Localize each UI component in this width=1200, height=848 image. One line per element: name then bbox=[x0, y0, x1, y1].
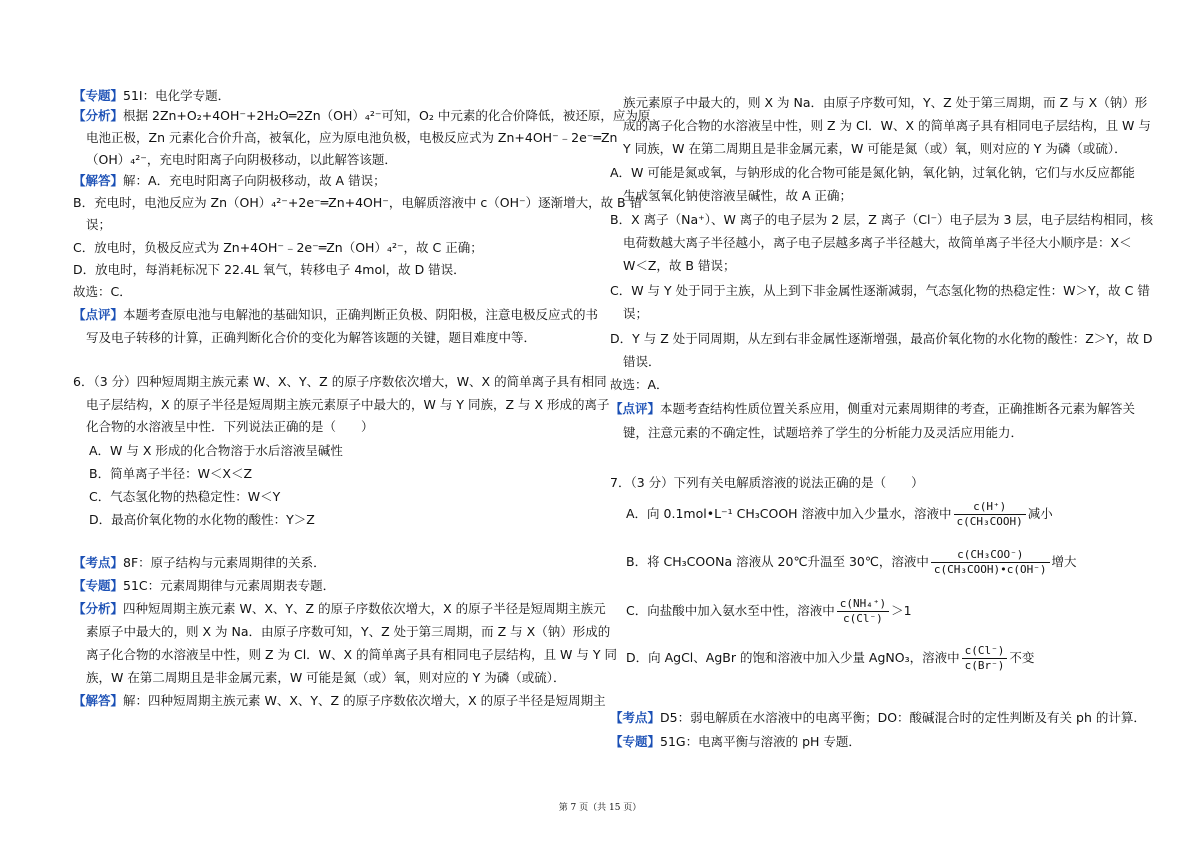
text: 8F：原子结构与元素周期律的关系． bbox=[123, 555, 326, 570]
q5-zhuanti bbox=[73, 88, 230, 104]
text: D5：弱电解质在水溶液中的电离平衡；DO：酸碱混合时的定性判断及有关 ph 的计算． bbox=[660, 710, 1146, 725]
q5-choice: 故选：C． bbox=[73, 284, 132, 299]
numerator: c(H⁺) bbox=[954, 500, 1026, 515]
text: 解：A．充电时阳离子向阴极移动，故 A 错误； bbox=[123, 173, 386, 188]
q7-option-d bbox=[626, 643, 1034, 673]
q7-stem: 7．（3 分）下列有关电解质溶液的说法正确的是（ ） bbox=[610, 475, 924, 490]
text: A．向 0.1mol•L⁻¹ CH₃COOH 溶液中加入少量水，溶液中 bbox=[626, 506, 952, 521]
fraction bbox=[954, 500, 1026, 529]
tag-zhuanti: 【专题】 bbox=[610, 734, 661, 749]
q6-jieda-1 bbox=[73, 693, 606, 709]
q6-fenxi-4: 族，W 在第二周期且是非金属元素，W 可能是氮（或）氧，则对应的 Y 为磷（或硫）． bbox=[86, 670, 566, 685]
text: 增大 bbox=[1051, 554, 1077, 569]
tag-zhuanti: 【专题】 bbox=[73, 578, 124, 593]
tag-fenxi: 【分析】 bbox=[73, 108, 124, 123]
fraction bbox=[962, 644, 1008, 673]
text: ＞1 bbox=[891, 603, 912, 618]
tag-zhuanti: 【专题】 bbox=[73, 88, 124, 103]
q5-option-d: D．放电时，每消耗标况下 22.4L 氧气，转移电子 4mol，故 D 错误． bbox=[73, 262, 466, 277]
tag-jieda: 【解答】 bbox=[73, 173, 124, 188]
r-option-b-1: B．X 离子（Na⁺）、W 离子的电子层为 2 层，Z 离子（Cl⁻）电子层为 3 层，电子层结构相同，核 bbox=[610, 212, 1153, 227]
text: 不变 bbox=[1009, 650, 1035, 665]
q6-stem-1: 6．（3 分）四种短周期主族元素 W、X、Y、Z 的原子序数依次增大，W、X 的简单离子具有相同 bbox=[73, 374, 607, 389]
numerator: c(CH₃COO⁻) bbox=[931, 548, 1050, 563]
r-option-c-2: 误； bbox=[623, 306, 649, 321]
r-jieda-2: 族元素原子中最大的，则 X 为 Na．由原子序数可知，Y、Z 处于第三周期，而 Z 与 X（钠）形 bbox=[623, 95, 1148, 110]
q6-fenxi-3: 离子化合物的水溶液呈中性，则 Z 为 Cl．W、X 的简单离子具有相同电子层结构，且 W 与 Y 同 bbox=[86, 647, 617, 662]
q5-fenxi-3: （OH）₄²⁻，充电时阳离子向阴极移动，以此解答该题． bbox=[86, 152, 397, 167]
text: 51I：电化学专题． bbox=[123, 88, 231, 103]
q5-option-c: C．放电时，负极反应式为 Zn+4OH⁻﹣2e⁻═Zn（OH）₄²⁻，故 C 正确； bbox=[73, 240, 483, 255]
q6-option-b: B．简单离子半径：W＜X＜Z bbox=[89, 466, 253, 481]
q5-fenxi-1 bbox=[73, 108, 650, 124]
text: B．将 CH₃COONa 溶液从 20℃升温至 30℃，溶液中 bbox=[626, 554, 929, 569]
q7-kaodian bbox=[610, 710, 1146, 726]
q5-option-b-1: B．充电时，电池反应为 Zn（OH）₄²⁻+2e⁻═Zn+4OH⁻，电解质溶液中 c（OH⁻）逐渐增大，故 B 错 bbox=[73, 195, 643, 210]
text: 本题考查结构性质位置关系应用，侧重对元素周期律的考查，正确推断各元素为解答关 bbox=[660, 401, 1136, 416]
q6-fenxi-1 bbox=[73, 601, 606, 617]
r-option-a-2: 生成氢氧化钠使溶液呈碱性，故 A 正确； bbox=[623, 188, 852, 203]
q6-option-d: D．最高价氧化物的水化物的酸性：Y＞Z bbox=[89, 512, 315, 527]
r-jieda-4: Y 同族，W 在第二周期且是非金属元素，W 可能是氮（或）氧，则对应的 Y 为磷（或硫）． bbox=[623, 141, 1127, 156]
tag-jieda: 【解答】 bbox=[73, 693, 124, 708]
q6-stem-2: 电子层结构，X 的原子半径是短周期主族元素原子中最大的，W 与 Y 同族，Z 与 X 形成的离子 bbox=[86, 397, 610, 412]
fraction bbox=[837, 597, 889, 626]
tag-dianping: 【点评】 bbox=[73, 307, 124, 322]
r-option-d-1: D．Y 与 Z 处于同周期，从左到右非金属性逐渐增强，最高价氧化物的水化物的酸性：Z＞Y，故 D bbox=[610, 331, 1153, 346]
text: 51C：元素周期律与元素周期表专题． bbox=[123, 578, 336, 593]
text: C．向盐酸中加入氨水至中性，溶液中 bbox=[626, 603, 835, 618]
tag-kaodian: 【考点】 bbox=[610, 710, 661, 725]
q5-dianping-1 bbox=[73, 307, 598, 323]
text: 减小 bbox=[1027, 506, 1053, 521]
q5-dianping-2: 写及电子转移的计算，正确判断化合价的变化为解答该题的关键，题目难度中等． bbox=[86, 330, 537, 345]
denominator: c(CH₃COOH) bbox=[956, 515, 1023, 528]
r-dianping-1 bbox=[610, 401, 1135, 417]
text: 解：四种短周期主族元素 W、X、Y、Z 的原子序数依次增大，X 的原子半径是短周期主 bbox=[123, 693, 606, 708]
tag-kaodian: 【考点】 bbox=[73, 555, 124, 570]
r-choice: 故选：A． bbox=[610, 377, 669, 392]
denominator: c(Cl⁻) bbox=[843, 612, 883, 625]
page-footer: 第 7 页（共 15 页） bbox=[558, 803, 642, 813]
r-option-c-1: C．W 与 Y 处于同于主族，从上到下非金属性逐渐减弱，气态氢化物的热稳定性：W＞Y，故 C 错 bbox=[610, 283, 1150, 298]
q6-fenxi-2: 素原子中最大的，则 X 为 Na．由原子序数可知，Y、Z 处于第三周期，而 Z 与 X（钠）形成的 bbox=[86, 624, 611, 639]
fraction bbox=[931, 548, 1050, 577]
q5-option-b-2: 误； bbox=[86, 217, 112, 232]
denominator: c(Br⁻) bbox=[964, 659, 1005, 672]
numerator: c(NH₄⁺) bbox=[837, 597, 889, 612]
q7-zhuanti bbox=[610, 734, 861, 750]
q5-jieda bbox=[73, 173, 386, 189]
tag-fenxi: 【分析】 bbox=[73, 601, 124, 616]
text: 51G：电离平衡与溶液的 pH 专题． bbox=[660, 734, 861, 749]
text: 本题考查原电池与电解池的基础知识，正确判断正负极、阴阳极，注意电极反应式的书 bbox=[123, 307, 599, 322]
numerator: c(Cl⁻) bbox=[962, 644, 1008, 659]
r-option-b-2: 电荷数越大离子半径越小，离子电子层越多离子半径越大，故简单离子半径大小顺序是：X＜ bbox=[623, 235, 1132, 250]
text: 四种短周期主族元素 W、X、Y、Z 的原子序数依次增大，X 的原子半径是短周期主族元 bbox=[123, 601, 606, 616]
r-option-a-1: A．W 可能是氮或氧，与钠形成的化合物可能是氮化钠，氧化钠，过氧化钠，它们与水反应都能 bbox=[610, 165, 1135, 180]
r-option-b-3: W＜Z，故 B 错误； bbox=[623, 258, 736, 273]
r-option-d-2: 错误． bbox=[623, 354, 661, 369]
tag-dianping: 【点评】 bbox=[610, 401, 661, 416]
text: D．向 AgCl、AgBr 的饱和溶液中加入少量 AgNO₃，溶液中 bbox=[626, 650, 960, 665]
q5-fenxi-2: 电池正极，Zn 元素化合价升高，被氧化，应为原电池负极，电极反应式为 Zn+4OH⁻﹣2e⁻═Zn bbox=[86, 130, 618, 145]
q7-option-a bbox=[626, 499, 1053, 529]
q6-stem-3: 化合物的水溶液呈中性．下列说法正确的是（ ） bbox=[86, 419, 374, 434]
text: 根据 2Zn+O₂+4OH⁻+2H₂O═2Zn（OH）₄²⁻可知，O₂ 中元素的化合价降低，被还原，应为原 bbox=[123, 108, 651, 123]
q6-option-c: C．气态氢化物的热稳定性：W＜Y bbox=[89, 489, 281, 504]
q6-zhuanti bbox=[73, 578, 335, 594]
q7-option-b bbox=[626, 547, 1077, 577]
q6-option-a: A．W 与 X 形成的化合物溶于水后溶液呈碱性 bbox=[89, 443, 343, 458]
q7-option-c bbox=[626, 596, 912, 626]
denominator: c(CH₃COOH)•c(OH⁻) bbox=[933, 563, 1047, 576]
r-jieda-3: 成的离子化合物的水溶液呈中性，则 Z 为 Cl．W、X 的简单离子具有相同电子层结构，且 W 与 bbox=[623, 118, 1151, 133]
r-dianping-2: 键，注意元素的不确定性，试题培养了学生的分析能力及灵活应用能力． bbox=[623, 425, 1024, 440]
q6-kaodian bbox=[73, 555, 326, 571]
